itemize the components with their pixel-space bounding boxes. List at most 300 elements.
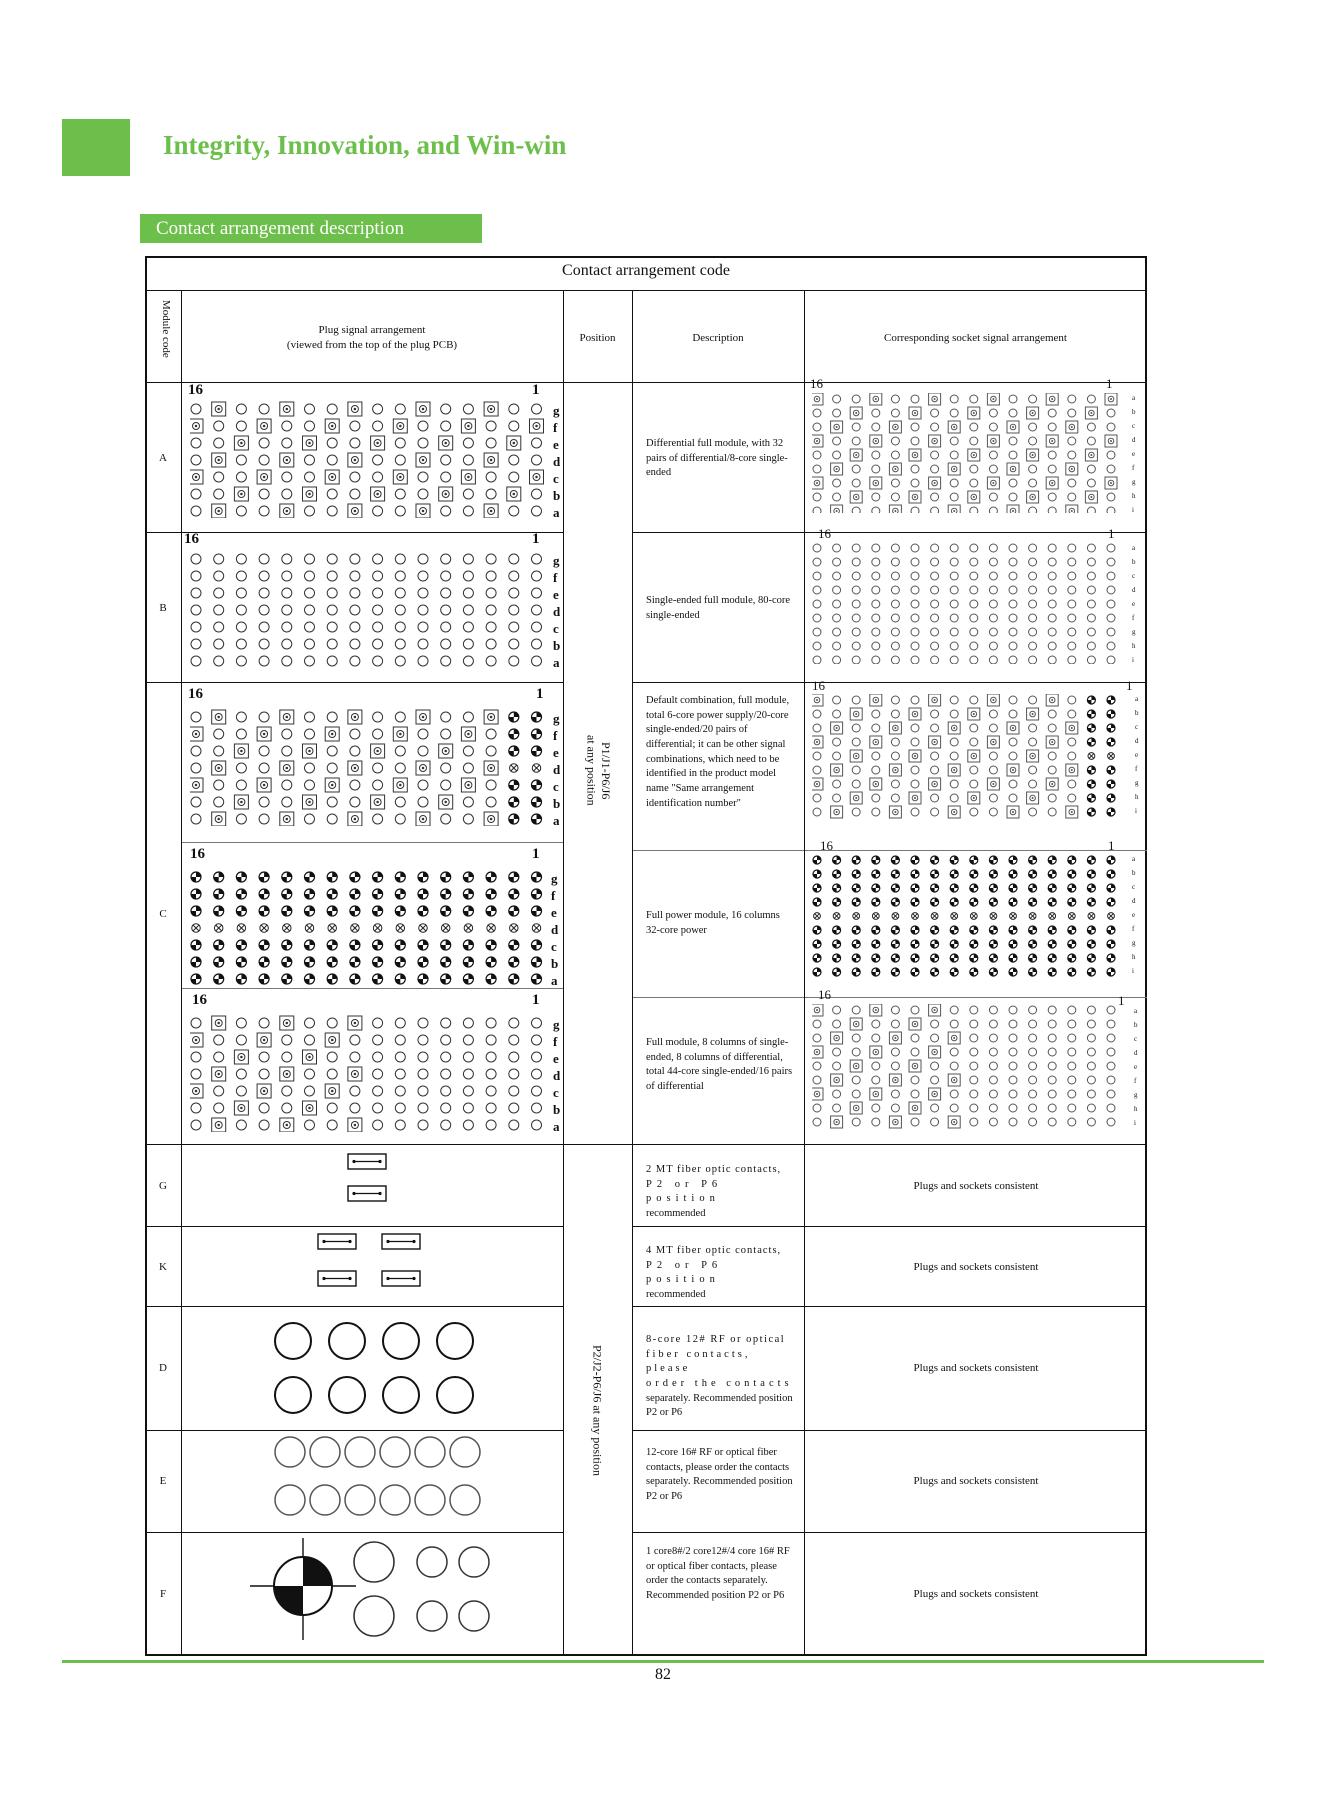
pin-circle bbox=[327, 1052, 337, 1062]
pin-box bbox=[439, 795, 453, 809]
pin-power bbox=[931, 870, 939, 878]
pin-power bbox=[989, 870, 997, 878]
pin-box bbox=[530, 470, 544, 484]
pin-circle bbox=[1029, 1104, 1037, 1112]
pin-box bbox=[190, 1033, 203, 1047]
pin-power bbox=[872, 856, 880, 864]
pin-circle bbox=[191, 404, 201, 414]
pin-circle bbox=[989, 423, 997, 431]
pin-power bbox=[891, 926, 899, 934]
pin-circle bbox=[911, 1076, 919, 1084]
row-letter: e bbox=[1135, 751, 1139, 759]
pin-circle bbox=[931, 808, 939, 816]
pin-x bbox=[192, 924, 201, 933]
pin-power bbox=[931, 926, 939, 934]
pin-power bbox=[486, 872, 496, 882]
pin-circle bbox=[1048, 724, 1056, 732]
pin-circle bbox=[989, 766, 997, 774]
pin-box bbox=[850, 708, 862, 720]
pin-box bbox=[280, 504, 294, 518]
mt-fiber-contact bbox=[382, 1271, 420, 1286]
pin-box bbox=[439, 744, 453, 758]
description-k-line3: recommended bbox=[646, 1289, 706, 1301]
pin-power bbox=[1087, 870, 1095, 878]
pin-power bbox=[191, 872, 201, 882]
pin-power bbox=[463, 974, 473, 984]
pin-circle bbox=[373, 1035, 383, 1045]
pin-power bbox=[509, 712, 519, 722]
pin-circle bbox=[441, 639, 451, 649]
pin-box bbox=[1027, 449, 1039, 461]
pin-circle bbox=[191, 639, 201, 649]
pin-box bbox=[831, 806, 843, 818]
row-letter: b bbox=[553, 1102, 561, 1117]
row-letter: g bbox=[1135, 779, 1139, 787]
pin-circle bbox=[1087, 479, 1095, 487]
row-letter: g bbox=[1132, 478, 1136, 486]
pin-circle bbox=[950, 794, 958, 802]
pin-power bbox=[350, 872, 360, 882]
pin-x bbox=[931, 913, 938, 920]
pin-circle bbox=[327, 588, 337, 598]
pin-box bbox=[948, 463, 960, 475]
pin-box bbox=[812, 393, 823, 405]
pin-circle bbox=[813, 558, 821, 566]
pin-circle bbox=[418, 588, 428, 598]
pin-box bbox=[325, 727, 339, 741]
row-letter: b bbox=[1132, 408, 1136, 416]
pin-circle bbox=[418, 489, 428, 499]
pin-circle bbox=[236, 712, 246, 722]
pin-circle bbox=[509, 1035, 519, 1045]
table-divider bbox=[145, 532, 563, 533]
pin-circle bbox=[441, 1086, 451, 1096]
pin-box bbox=[929, 1004, 941, 1016]
pin-circle bbox=[872, 752, 880, 760]
pin-power bbox=[833, 898, 841, 906]
pin-circle bbox=[418, 780, 428, 790]
pin-circle bbox=[891, 656, 899, 664]
pin-circle bbox=[259, 571, 269, 581]
pin-circle bbox=[441, 404, 451, 414]
pin-power bbox=[441, 906, 451, 916]
socket-grid-c-default bbox=[812, 694, 1130, 824]
pin-circle bbox=[395, 588, 405, 598]
pin-box bbox=[870, 778, 882, 790]
pin-circle bbox=[395, 1103, 405, 1113]
pin-circle bbox=[214, 622, 224, 632]
pin-circle bbox=[989, 1076, 997, 1084]
pin-circle bbox=[486, 1035, 496, 1045]
pin-circle bbox=[441, 554, 451, 564]
row-letter: g bbox=[553, 1017, 560, 1032]
pin-box bbox=[530, 419, 544, 433]
pin-circle bbox=[1009, 656, 1017, 664]
pin-box bbox=[416, 504, 430, 518]
pin-circle bbox=[463, 1120, 473, 1130]
pin-circle bbox=[418, 622, 428, 632]
pin-circle bbox=[532, 1069, 542, 1079]
pin-box bbox=[280, 812, 294, 826]
pin-circle bbox=[833, 656, 841, 664]
pin-x bbox=[283, 924, 292, 933]
pin-x bbox=[1029, 913, 1036, 920]
description-d-line3: order the contacts bbox=[646, 1378, 793, 1390]
pin-circle bbox=[1107, 1034, 1115, 1042]
pin-circle bbox=[1068, 1048, 1076, 1056]
pin-circle bbox=[970, 724, 978, 732]
pin-power bbox=[1009, 926, 1017, 934]
pin-circle bbox=[1107, 507, 1115, 513]
pin-circle bbox=[833, 642, 841, 650]
row-letter: f bbox=[1135, 765, 1138, 773]
pin-circle bbox=[872, 808, 880, 816]
pin-circle bbox=[1087, 600, 1095, 608]
pin-circle bbox=[463, 605, 473, 615]
pin-circle bbox=[509, 1018, 519, 1028]
contact-12 bbox=[437, 1323, 473, 1359]
pin-circle bbox=[532, 656, 542, 666]
pin-circle bbox=[373, 455, 383, 465]
pin-box bbox=[303, 744, 317, 758]
pin-circle bbox=[911, 628, 919, 636]
row-letter: g bbox=[1132, 939, 1136, 947]
pin-circle bbox=[813, 586, 821, 594]
pin-circle bbox=[970, 437, 978, 445]
pin-circle bbox=[950, 1006, 958, 1014]
description-d-line4: separately. Recommended position P2 or P6 bbox=[646, 1392, 793, 1419]
pin-circle bbox=[1009, 628, 1017, 636]
pin-circle bbox=[463, 656, 473, 666]
row-letter: a bbox=[553, 813, 560, 828]
pin-box bbox=[929, 477, 941, 489]
pin-circle bbox=[214, 639, 224, 649]
pin-power bbox=[418, 940, 428, 950]
pin-power bbox=[813, 898, 821, 906]
pin-power bbox=[463, 889, 473, 899]
pin-box bbox=[831, 421, 843, 433]
pin-box bbox=[257, 1084, 271, 1098]
pin-power bbox=[1107, 738, 1115, 746]
pin-power bbox=[305, 906, 315, 916]
pin-circle bbox=[1048, 1006, 1056, 1014]
pin-box bbox=[948, 1032, 960, 1044]
pin-circle bbox=[350, 1103, 360, 1113]
pin-circle bbox=[931, 614, 939, 622]
pin-circle bbox=[350, 588, 360, 598]
pin-circle bbox=[1087, 1006, 1095, 1014]
module-code-a: A bbox=[159, 452, 167, 464]
pin-circle bbox=[833, 1048, 841, 1056]
socket-a-col-16: 16 bbox=[810, 376, 823, 391]
pin-power bbox=[852, 968, 860, 976]
pin-circle bbox=[373, 1069, 383, 1079]
pin-circle bbox=[327, 746, 337, 756]
pin-box bbox=[1066, 421, 1078, 433]
pin-circle bbox=[486, 746, 496, 756]
pin-circle bbox=[486, 1120, 496, 1130]
pin-circle bbox=[191, 622, 201, 632]
pin-circle bbox=[1107, 600, 1115, 608]
pin-circle bbox=[327, 814, 337, 824]
module-code-c: C bbox=[159, 908, 167, 920]
row-letter: e bbox=[1132, 600, 1136, 608]
pin-circle bbox=[970, 1006, 978, 1014]
pin-power bbox=[891, 856, 899, 864]
plug-b-col-1: 1 bbox=[532, 531, 540, 547]
pin-circle bbox=[236, 1018, 246, 1028]
pin-box bbox=[968, 750, 980, 762]
pin-box bbox=[393, 778, 407, 792]
pin-circle bbox=[509, 1052, 519, 1062]
pin-box bbox=[1105, 477, 1117, 489]
pin-box bbox=[948, 1116, 960, 1128]
pin-box bbox=[461, 419, 475, 433]
pin-circle bbox=[509, 1103, 519, 1113]
pin-circle bbox=[891, 752, 899, 760]
pin-circle bbox=[852, 628, 860, 636]
description-c-default: Default combination, full module, total 6-core power supply/20-core single-ended/20 pairs of differential; it can be other signal combinations, which need to be identified in the product model name "Same arrangement identification number" bbox=[646, 695, 790, 809]
pin-circle bbox=[970, 780, 978, 788]
pin-circle bbox=[833, 614, 841, 622]
pin-box bbox=[812, 694, 823, 706]
pin-circle bbox=[872, 766, 880, 774]
socket-consistent-g: Plugs and sockets consistent bbox=[913, 1180, 1039, 1192]
pin-power bbox=[305, 974, 315, 984]
pin-circle bbox=[395, 797, 405, 807]
pin-power bbox=[852, 898, 860, 906]
pin-circle bbox=[214, 605, 224, 615]
pin-box bbox=[870, 477, 882, 489]
pin-box bbox=[831, 764, 843, 776]
row-letter: i bbox=[1132, 656, 1134, 664]
pin-box bbox=[1027, 708, 1039, 720]
plug-grid-c-power bbox=[190, 868, 554, 986]
pin-circle bbox=[236, 571, 246, 581]
pin-circle bbox=[1068, 752, 1076, 760]
pin-circle bbox=[327, 797, 337, 807]
pin-circle bbox=[327, 1120, 337, 1130]
pin-box bbox=[280, 453, 294, 467]
pin-circle bbox=[509, 656, 519, 666]
pin-circle bbox=[463, 1052, 473, 1062]
pin-box bbox=[850, 750, 862, 762]
pin-circle bbox=[1048, 558, 1056, 566]
pin-circle bbox=[1009, 780, 1017, 788]
pin-power bbox=[395, 940, 405, 950]
pin-box bbox=[257, 727, 271, 741]
pin-circle bbox=[813, 794, 821, 802]
pin-circle bbox=[989, 724, 997, 732]
pin-circle bbox=[872, 423, 880, 431]
pin-circle bbox=[509, 622, 519, 632]
socket-consistent-e: Plugs and sockets consistent bbox=[913, 1475, 1039, 1487]
pin-circle bbox=[813, 1104, 821, 1112]
pin-circle bbox=[1107, 493, 1115, 501]
pin-circle bbox=[1009, 437, 1017, 445]
pin-circle bbox=[486, 797, 496, 807]
pin-circle bbox=[931, 507, 939, 513]
pin-power bbox=[970, 884, 978, 892]
pin-circle bbox=[441, 1035, 451, 1045]
pin-circle bbox=[950, 558, 958, 566]
pin-circle bbox=[813, 1118, 821, 1126]
pin-circle bbox=[911, 600, 919, 608]
pin-circle bbox=[1048, 710, 1056, 718]
pin-power bbox=[911, 954, 919, 962]
pin-circle bbox=[350, 605, 360, 615]
pin-power bbox=[1107, 696, 1115, 704]
row-letter: a bbox=[553, 655, 560, 670]
pin-power bbox=[833, 968, 841, 976]
pin-circle bbox=[305, 729, 315, 739]
pin-power bbox=[1107, 766, 1115, 774]
pin-circle bbox=[532, 1086, 542, 1096]
pin-circle bbox=[1068, 1104, 1076, 1112]
pin-box bbox=[889, 421, 901, 433]
pin-circle bbox=[191, 746, 201, 756]
pin-circle bbox=[441, 1120, 451, 1130]
pin-box bbox=[850, 491, 862, 503]
pin-circle bbox=[350, 1035, 360, 1045]
pin-power bbox=[350, 906, 360, 916]
row-letter: a bbox=[1135, 695, 1139, 703]
pin-circle bbox=[911, 1006, 919, 1014]
pin-circle bbox=[1009, 558, 1017, 566]
pin-circle bbox=[1107, 465, 1115, 473]
pin-circle bbox=[833, 544, 841, 552]
pin-box bbox=[190, 727, 203, 741]
pin-circle bbox=[891, 544, 899, 552]
pin-power bbox=[970, 940, 978, 948]
pin-circle bbox=[970, 738, 978, 746]
pin-power bbox=[418, 974, 428, 984]
pin-power bbox=[1107, 856, 1115, 864]
pin-power bbox=[282, 940, 292, 950]
pin-circle bbox=[950, 409, 958, 417]
pin-power bbox=[214, 889, 224, 899]
pin-box bbox=[889, 505, 901, 513]
plug-c1-col-1: 1 bbox=[536, 686, 544, 702]
pin-circle bbox=[1009, 1090, 1017, 1098]
pin-power bbox=[259, 940, 269, 950]
pin-circle bbox=[989, 794, 997, 802]
pin-circle bbox=[282, 421, 292, 431]
pin-power bbox=[1107, 808, 1115, 816]
pin-circle bbox=[395, 404, 405, 414]
pin-circle bbox=[236, 472, 246, 482]
pin-power bbox=[1029, 898, 1037, 906]
pin-circle bbox=[418, 1086, 428, 1096]
pin-box bbox=[948, 1074, 960, 1086]
pin-circle bbox=[282, 472, 292, 482]
pin-circle bbox=[833, 1006, 841, 1014]
pin-circle bbox=[813, 766, 821, 774]
pin-box bbox=[948, 722, 960, 734]
row-letter: i bbox=[1132, 506, 1134, 514]
pin-circle bbox=[214, 1052, 224, 1062]
pin-circle bbox=[327, 639, 337, 649]
pin-x bbox=[305, 924, 314, 933]
pin-circle bbox=[486, 472, 496, 482]
pin-circle bbox=[236, 506, 246, 516]
pin-circle bbox=[282, 729, 292, 739]
pin-circle bbox=[305, 780, 315, 790]
pin-power bbox=[532, 872, 542, 882]
pin-circle bbox=[486, 639, 496, 649]
pin-circle bbox=[950, 696, 958, 704]
pin-circle bbox=[891, 1090, 899, 1098]
pin-circle bbox=[214, 588, 224, 598]
pin-circle bbox=[852, 572, 860, 580]
pin-circle bbox=[911, 1034, 919, 1042]
row-letter: d bbox=[553, 1068, 561, 1083]
pin-box bbox=[889, 764, 901, 776]
contact-12 bbox=[354, 1596, 394, 1636]
pin-circle bbox=[236, 639, 246, 649]
pin-circle bbox=[1029, 1062, 1037, 1070]
pin-circle bbox=[852, 780, 860, 788]
description-g-line2: P2 or P6 position bbox=[646, 1178, 723, 1205]
pin-circle bbox=[1068, 1118, 1076, 1126]
pin-circle bbox=[395, 622, 405, 632]
pin-circle bbox=[1048, 1034, 1056, 1042]
pin-power bbox=[509, 872, 519, 882]
pin-box bbox=[348, 710, 362, 724]
pin-power bbox=[327, 940, 337, 950]
pin-circle bbox=[852, 766, 860, 774]
pin-circle bbox=[1107, 409, 1115, 417]
pin-circle bbox=[418, 571, 428, 581]
row-letter: d bbox=[553, 604, 561, 619]
pin-box bbox=[831, 1032, 843, 1044]
pin-power bbox=[891, 968, 899, 976]
pin-power bbox=[509, 729, 519, 739]
pin-power bbox=[813, 940, 821, 948]
table-divider bbox=[632, 1226, 1147, 1227]
pin-circle bbox=[532, 1035, 542, 1045]
pin-box bbox=[1066, 764, 1078, 776]
pin-circle bbox=[1029, 1034, 1037, 1042]
pin-x bbox=[1108, 913, 1115, 920]
pin-circle bbox=[911, 724, 919, 732]
pin-box bbox=[889, 1116, 901, 1128]
pin-power bbox=[418, 957, 428, 967]
pin-circle bbox=[970, 479, 978, 487]
pin-circle bbox=[1009, 1076, 1017, 1084]
contact-8-power-icon bbox=[250, 1538, 356, 1640]
pin-power bbox=[931, 884, 939, 892]
pin-circle bbox=[872, 600, 880, 608]
pin-box bbox=[234, 487, 248, 501]
pin-circle bbox=[813, 544, 821, 552]
pin-circle bbox=[191, 1069, 201, 1079]
pin-circle bbox=[441, 455, 451, 465]
pin-power bbox=[813, 870, 821, 878]
pin-x bbox=[214, 924, 223, 933]
pin-circle bbox=[486, 656, 496, 666]
pin-x bbox=[951, 913, 958, 920]
pin-power bbox=[305, 940, 315, 950]
pin-x bbox=[872, 913, 879, 920]
pin-circle bbox=[373, 780, 383, 790]
pin-circle bbox=[891, 558, 899, 566]
col-header-description: Description bbox=[692, 332, 744, 344]
pin-circle bbox=[509, 571, 519, 581]
pin-circle bbox=[282, 1086, 292, 1096]
pin-circle bbox=[1087, 1118, 1095, 1126]
pin-circle bbox=[970, 465, 978, 473]
